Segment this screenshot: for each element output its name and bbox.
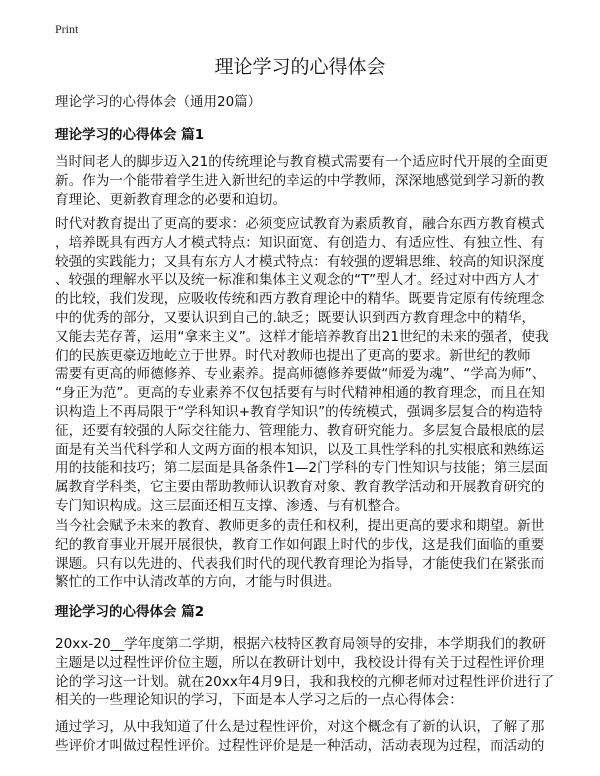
paragraph <box>55 153 555 209</box>
text-line: 时代对教育提出了更高的要求：必须变应试教育为素质教育，融合东西方教育模式 <box>55 216 545 232</box>
text-line: 通过学习，从中我知道了什么是过程性评价，对这个概念有了新的认识，了解了那 <box>55 719 545 735</box>
paragraph <box>55 718 555 756</box>
text-line: 面是有关当代科学和人文两方面的根本知识，以及工具性学科的扎实根底和熟练运 <box>55 441 545 458</box>
paragraph <box>55 635 555 710</box>
text-line: 专门知识构成。这三层面还相互支撑、渗透、与有机整合。 <box>55 497 409 514</box>
text-line: 些评价才叫做过程性评价。过程性评价是是一种活动，活动表现为过程，而活动的 <box>55 737 545 754</box>
text-line: 中的优秀的部分，又要认识到自己的.缺乏；既要认识到西方教育理念中的精华， <box>55 309 536 326</box>
text-line: 识构造上不再局限于“学科知识+教育学知识”的传统模式，强调多层复合的构造特 <box>55 403 543 420</box>
text-line: 纪的教育事业开展开展很快，教育工作如何跟上时代的步伐，这是我们面临的重要 <box>55 536 545 553</box>
paragraph <box>55 517 555 592</box>
text-line: 属教育学科类，它主要由帮助教师认识教育对象、教育教学活动和开展教育研究的 <box>55 479 545 496</box>
text-line: 的比较，我们发现，应吸收传统和西方教育理论中的精华。既要肯定原有传统理念 <box>55 291 545 308</box>
text-line: 、较强的理解水平以及统一标准和集体主义观念的“T”型人才。经过对中西方人才 <box>55 272 540 289</box>
text-line: 论的学习这一计划。就在20xx年4月9日，我和我校的亢柳老师对过程性评价进行了 <box>55 673 555 690</box>
text-line: 当今社会赋予未来的教育、教师更多的责任和权利，提出更高的要求和期望。新世 <box>55 518 545 534</box>
text-line: 又能去芜存菁，运用“拿来主义”。这样才能培养教育出21世纪的未来的强者，使我 <box>55 328 549 345</box>
section-heading-1: 理论学习的心得体会 篇1 <box>55 127 205 143</box>
text-line: 较强的实践能力；又具有东方人才模式特点：有较强的逻辑思维、较高的知识深度 <box>55 253 545 270</box>
section-heading-2: 理论学习的心得体会 篇2 <box>55 604 205 620</box>
text-line: 相关的一些理论知识的学习，下面是本人学习之后的一点心得体会： <box>55 692 463 709</box>
text-line: 20xx-20__学年度第二学期，根据六枝特区教育局领导的安排，本学期我们的教研 <box>55 636 546 652</box>
text-line: 育理论、更新教育理念的必要和迫切。 <box>55 191 287 208</box>
text-line: 新。作为一个能带着学生进入新世纪的幸运的中学教师，深深地感觉到学习新的教 <box>55 172 545 189</box>
text-line: “身正为范”。更高的专业素养不仅包括要有与时代精神相通的教育理念，而且在知 <box>55 385 545 402</box>
document-subtitle: 理论学习的心得体会（通用20篇） <box>55 94 262 110</box>
text-line: 课题。只有以先进的、代表我们时代的现代教育理论为指导，才能使我们在紧张而 <box>55 555 545 572</box>
text-line: 主题是以过程性评价位主题，所以在教研计划中，我校设计得有关于过程性评价理 <box>55 654 545 671</box>
paragraph <box>55 215 555 516</box>
text-line: ，培养既具有西方人才模式特点：知识面宽、有创造力、有适应性、有独立性、有 <box>55 234 545 251</box>
print-link[interactable]: Print <box>55 22 79 36</box>
page-title: 理论学习的心得体会 <box>214 56 386 78</box>
text-line: 们的民族更豪迈地屹立于世界。时代对教师也提出了更高的要求。新世纪的教师 <box>55 347 531 364</box>
text-line: 繁忙的工作中认清改革的方向，才能与时俱进。 <box>55 574 341 591</box>
text-line: 征，还要有较强的人际交往能力、管理能力、教育研究能力。多层复合最根底的层 <box>55 422 545 439</box>
text-line: 需要有更高的师德修养、专业素养。提高师德修养要做“师爱为魂”、“学高为师”、 <box>55 366 546 383</box>
text-line: 当时间老人的脚步迈入21的传统理论与教育模式需要有一个适应时代开展的全面更 <box>55 154 549 170</box>
text-line: 用的技能和技巧；第二层面是具备条件1—2门学科的专门性知识与技能；第三层面 <box>55 460 549 477</box>
